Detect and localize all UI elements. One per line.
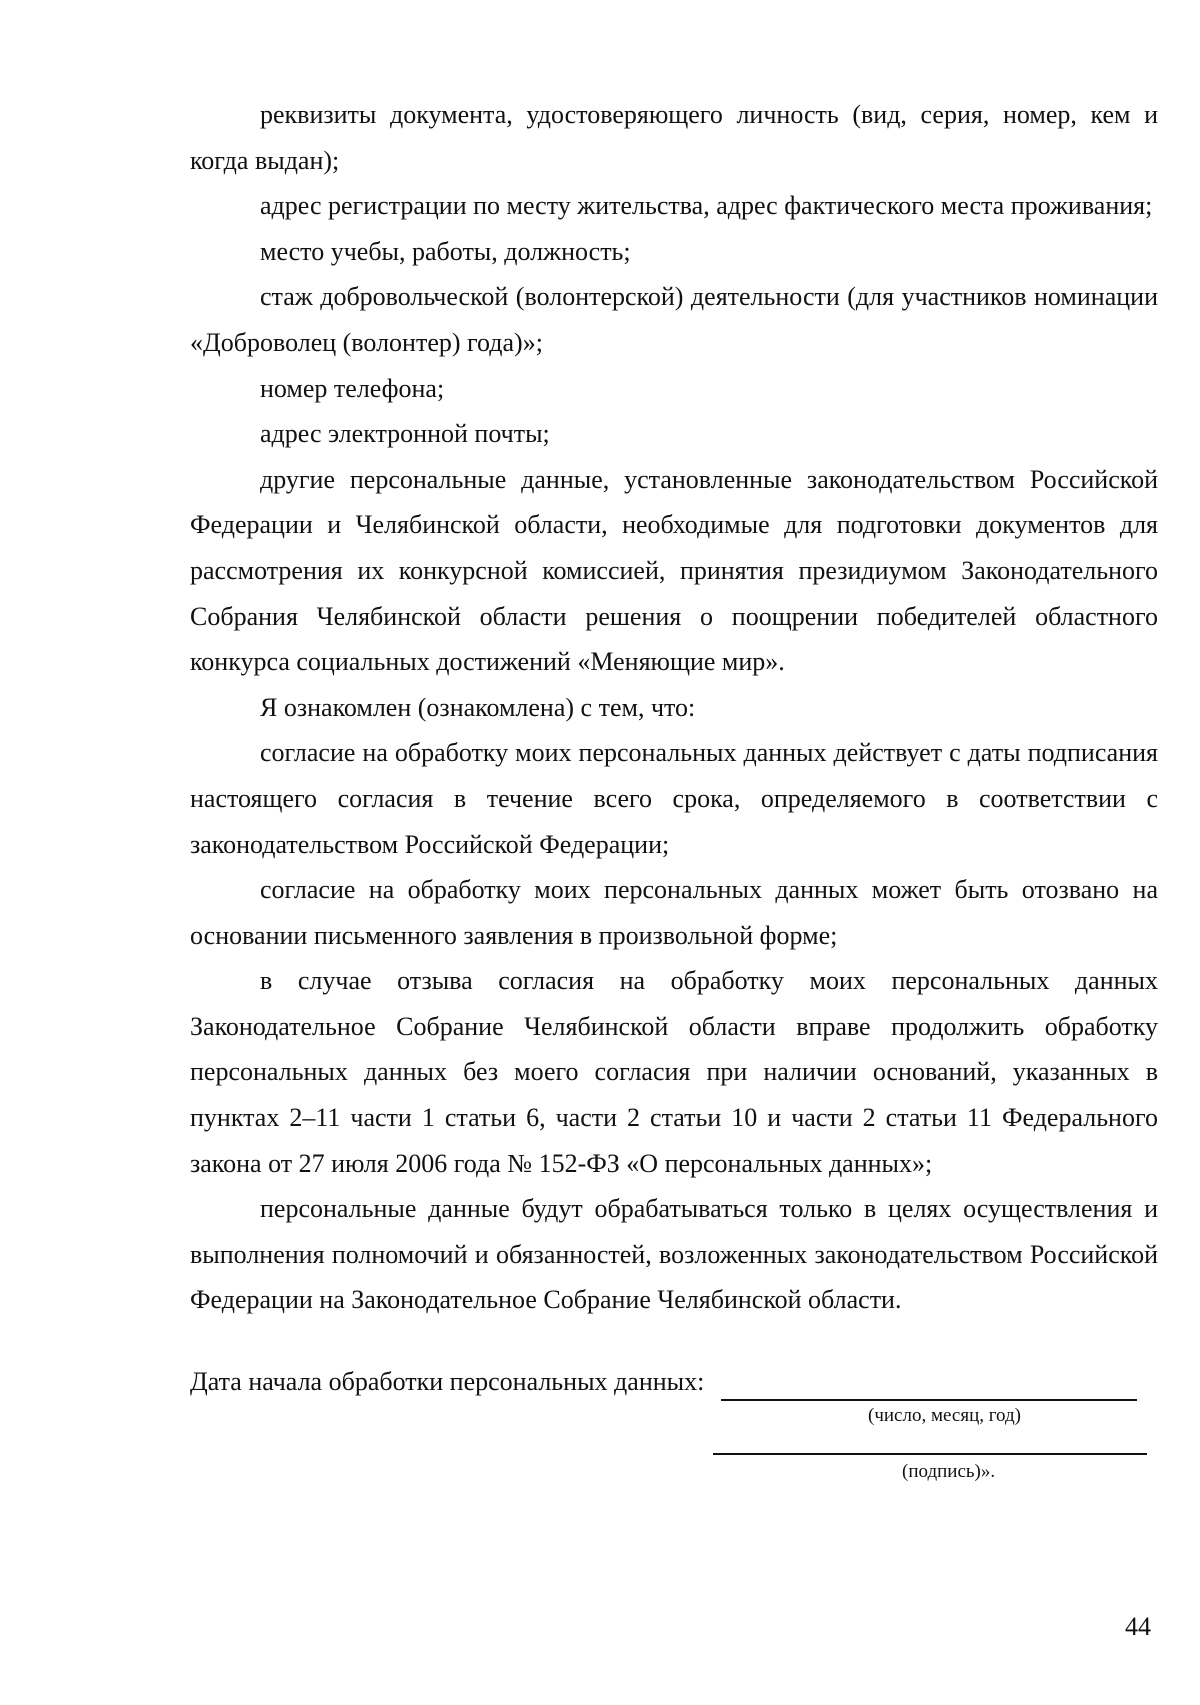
paragraph-consent-revocation: согласие на обработку моих персональных данных может быть отозвано на основании письменного заявления в произвольной форме;	[190, 875, 1158, 950]
paragraph-processing-purpose: персональные данные будут обрабатываться только в целях осуществления и выполнения полномочий и обязанностей, возложенных законодательством Российской Федерации на Законодательное Собрание Челябинской области.	[190, 1194, 1158, 1315]
paragraph-email: адрес электронной почты;	[260, 419, 550, 449]
date-label: Дата начала обработки персональных данных:	[190, 1367, 705, 1396]
date-hint: (число, месяц, год)	[868, 1405, 1022, 1426]
paragraph-phone: номер телефона;	[260, 373, 445, 403]
date-field-line	[721, 1399, 1137, 1401]
paragraph-revocation-consequences: в случае отзыва согласия на обработку моих персональных данных Законодательное Собрание Челябинской области вправе продолжить обработку персональных данных без моего согласия при наличии оснований, указанных в пунктах 2–11 части 1 статьи 6, части 2 статьи 10 и части 2 статьи 11 Федерального закона от 27 июля 2006 года № 152-ФЗ «О персональных данных»;	[190, 966, 1158, 1178]
paragraph-work: место учебы, работы, должность;	[260, 236, 631, 266]
signature-hint: (подпись)».	[902, 1461, 996, 1482]
paragraph-other-data: другие персональные данные, установленные законодательством Российской Федерации и Челябинской области, необходимые для подготовки документов для рассмотрения их конкурсной комиссией, принятия президиумом Законодательного Собрания Челябинской области решения о поощрении победителей областного конкурса социальных достижений «Меняющие мир».	[190, 464, 1158, 677]
processing-start-date	[190, 1367, 1158, 1426]
paragraph-volunteer-experience: стаж добровольческой (волонтерской) деятельности (для участников номинации «Доброволец (волонтер) года)»;	[190, 282, 1158, 357]
paragraph-acknowledgement: Я ознакомлен (ознакомлена) с тем, что:	[260, 692, 696, 722]
paragraph-address: адрес регистрации по месту жительства, адрес фактического места проживания;	[260, 191, 1153, 221]
paragraph-consent-validity: согласие на обработку моих персональных данных действует с даты подписания настоящего согласия в течение всего срока, определяемого в соответствии с законодательством Российской Федерации;	[190, 738, 1158, 859]
page-number: 44	[1125, 1612, 1151, 1641]
consent-text	[190, 92, 1158, 1323]
signature-line	[713, 1453, 1147, 1455]
paragraph-id-document: реквизиты документа, удостоверяющего личность (вид, серия, номер, кем и когда выдан);	[190, 100, 1158, 175]
